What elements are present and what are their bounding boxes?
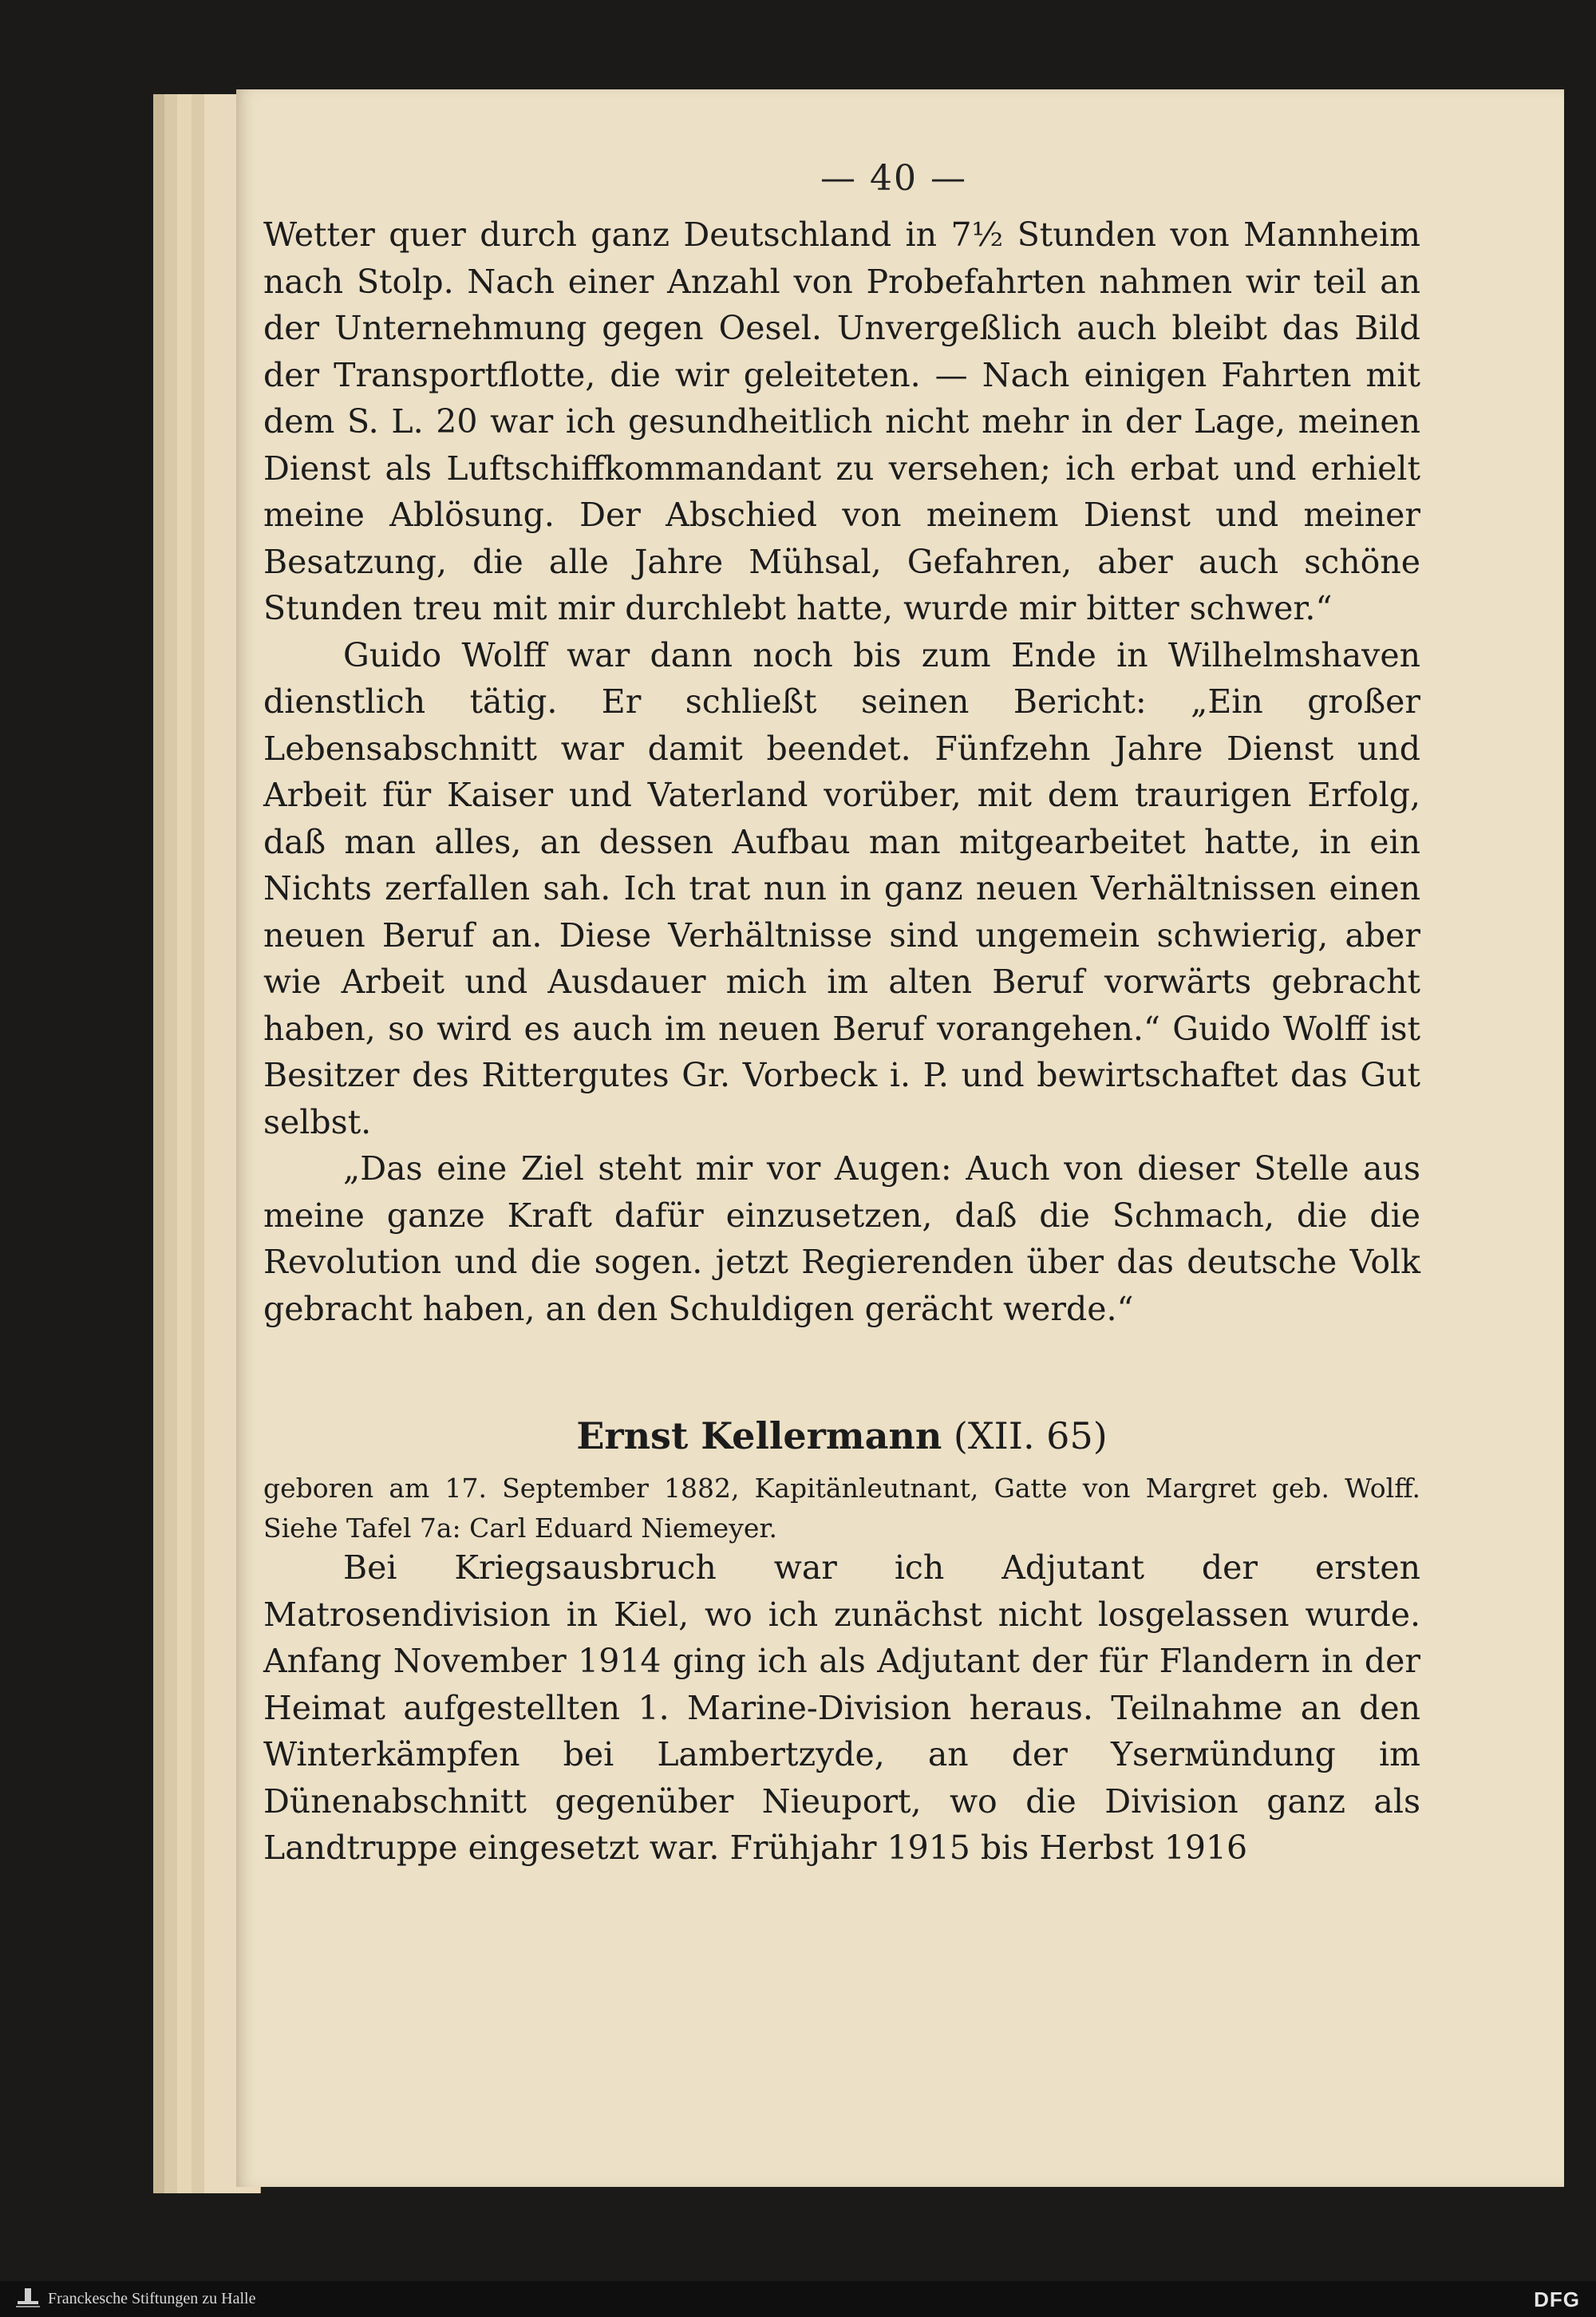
institution-logo-icon [14, 2286, 41, 2310]
institution-name: Franckesche Stiftungen zu Halle [48, 2290, 256, 2307]
viewer-footer-bar [0, 2281, 1596, 2317]
dfg-logo: DFG [1534, 2287, 1580, 2311]
paragraph: Wetter quer durch ganz Deutschland in 7½ Stunden von Mannheim nach Stolp. Nach einer Anzahl von Probefahrten nahmen wir teil an der Unternehmung gegen Oesel. Unvergeßlich auch bleibt das Bild der Transportflotte, die wir geleiteten. — Nach einigen Fahrten mit dem S. L. 20 war ich gesundheitlich nicht mehr in der Lage, meinen Dienst als Luftschiffkommandant zu versehen; ich erbat und erhielt meine Ablösung. Der Abschied von meinem Dienst und meiner Besatzung, die alle Jahre Mühsal, Gefahren, aber auch schöne Stunden treu mit mir durchlebt hatte, wurde mir bitter schwer.“ [263, 215, 1420, 627]
section-heading [263, 1414, 1420, 1457]
paragraph: Bei Kriegsausbruch war ich Adjutant der ersten Matrosendivision in Kiel, wo ich zunächst nicht losgelassen wurde. Anfang November 1914 ging ich als Adjutant der für Flandern in der Heimat aufgestellten 1. Marine-Division heraus. Teilnahme an den Winterkämpfen bei Lambertzyde, an der Yserмündung im Dünenabschnitt gegenüber Nieuport, wo die Division ganz als Landtruppe eingesetzt war. Frühjahr 1915 bis Herbst 1916 [263, 1548, 1420, 1867]
body-text-continued [263, 1544, 1420, 1872]
paragraph: Guido Wolff war dann noch bis zum Ende in Wilhelmshaven dienstlich tätig. Er schließt seinen Bericht: „Ein großer Lebensabschnitt war damit beendet. Fünfzehn Jahre Dienst und Arbeit für Kaiser und Vaterland vorüber, mit dem traurigen Erfolg, daß man alles, an dessen Aufbau man mitgearbeitet hatte, in ein Nichts zerfallen sah. Ich trat nun in ganz neuen Verhältnissen einen neuen Beruf an. Diese Verhältnisse sind ungemein schwierig, aber wie Arbeit und Ausdauer mich im alten Beruf vorwärts gebracht haben, so wird es auch im neuen Beruf vorangehen.“ Guido Wolff ist Besitzer des Rittergutes Gr. Vorbeck i. P. und bewirtschaftet das Gut selbst. [263, 635, 1420, 1141]
heading-ref: (XII. 65) [953, 1414, 1108, 1457]
page-number: — 40 — [820, 158, 967, 199]
heading-name: Ernst Kellermann [576, 1414, 942, 1457]
body-text [263, 212, 1420, 1332]
section-subtitle: geboren am 17. September 1882, Kapitänleutnant, Gatte von Margret geb. Wolff. Siehe Tafel 7a: Carl Eduard Niemeyer. [263, 1473, 1420, 1544]
paragraph: „Das eine Ziel steht mir vor Augen: Auch von dieser Stelle aus meine ganze Kraft dafür einzusetzen, daß die Schmach, die die Revolution und die sogen. jetzt Regierenden über das deutsche Volk gebracht haben, an den Schuldigen gerächt werde.“ [263, 1149, 1420, 1328]
